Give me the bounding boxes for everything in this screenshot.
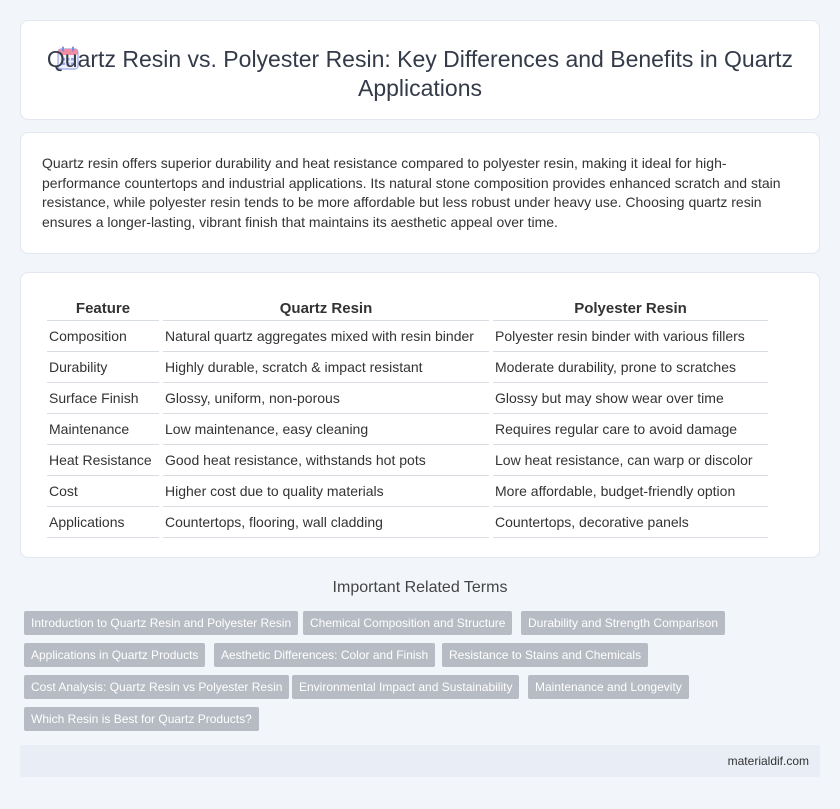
table-row <box>47 383 768 414</box>
intro-paragraph: Quartz resin offers superior durability and heat resistance compared to polyester resin, making it ideal for high-performance countertops and industrial applications. Its natural stone composition provides enhanced scratch and stain resistance, while polyester resin tends to be more affordable but less robust under heavy use. Choosing quartz resin ensures a longer-lasting, vibrant finish that maintains its aesthetic appeal over time. <box>42 155 781 230</box>
footer-site-link[interactable]: materialdif.com <box>727 754 809 768</box>
related-term-tag[interactable]: Resistance to Stains and Chemicals <box>442 643 648 667</box>
table-cell: Cost <box>47 476 159 507</box>
table-cell: Surface Finish <box>47 383 159 414</box>
related-term-tag[interactable]: Cost Analysis: Quartz Resin vs Polyester Resin <box>24 675 289 699</box>
table-cell: Heat Resistance <box>47 445 159 476</box>
intro-card <box>20 132 820 254</box>
page-title: Quartz Resin vs. Polyester Resin: Key Differences and Benefits in Quartz Applications <box>46 46 794 101</box>
table-cell: Requires regular care to avoid damage <box>493 414 768 445</box>
table-cell: Countertops, flooring, wall cladding <box>163 507 489 538</box>
comparison-table-card <box>20 272 820 558</box>
table-cell: Low heat resistance, can warp or discolor <box>493 445 768 476</box>
table-cell: Polyester resin binder with various fillers <box>493 321 768 352</box>
table-cell: Applications <box>47 507 159 538</box>
table-cell: Low maintenance, easy cleaning <box>163 414 489 445</box>
table-cell: Maintenance <box>47 414 159 445</box>
table-row <box>47 476 768 507</box>
comparison-table <box>43 293 772 538</box>
table-row <box>47 414 768 445</box>
table-cell: Higher cost due to quality materials <box>163 476 489 507</box>
related-term-tag[interactable]: Which Resin is Best for Quartz Products? <box>24 707 259 731</box>
header-card <box>20 20 820 120</box>
table-cell: Highly durable, scratch & impact resistant <box>163 352 489 383</box>
column-header-quartz-resin: Quartz Resin <box>163 293 489 321</box>
column-header-polyester-resin: Polyester Resin <box>493 293 768 321</box>
footer <box>20 745 820 777</box>
related-terms-title: Important Related Terms <box>332 579 508 596</box>
related-term-tag[interactable]: Applications in Quartz Products <box>24 643 205 667</box>
table-cell: Natural quartz aggregates mixed with resin binder <box>163 321 489 352</box>
table-row <box>47 507 768 538</box>
table-cell: Glossy but may show wear over time <box>493 383 768 414</box>
table-cell: Moderate durability, prone to scratches <box>493 352 768 383</box>
table-row <box>47 352 768 383</box>
table-cell: Good heat resistance, withstands hot pots <box>163 445 489 476</box>
related-term-tag[interactable]: Aesthetic Differences: Color and Finish <box>214 643 435 667</box>
column-header-feature: Feature <box>47 293 159 321</box>
related-term-tag[interactable]: Introduction to Quartz Resin and Polyester Resin <box>24 611 298 635</box>
table-cell: Countertops, decorative panels <box>493 507 768 538</box>
table-row <box>47 321 768 352</box>
table-cell: More affordable, budget-friendly option <box>493 476 768 507</box>
related-term-tag[interactable]: Maintenance and Longevity <box>528 675 689 699</box>
table-cell: Composition <box>47 321 159 352</box>
related-term-tag[interactable]: Durability and Strength Comparison <box>521 611 725 635</box>
table-row <box>47 445 768 476</box>
related-term-tag[interactable]: Environmental Impact and Sustainability <box>292 675 519 699</box>
table-cell: Durability <box>47 352 159 383</box>
table-cell: Glossy, uniform, non-porous <box>163 383 489 414</box>
table-header-row <box>47 293 768 321</box>
related-term-tag[interactable]: Chemical Composition and Structure <box>303 611 512 635</box>
